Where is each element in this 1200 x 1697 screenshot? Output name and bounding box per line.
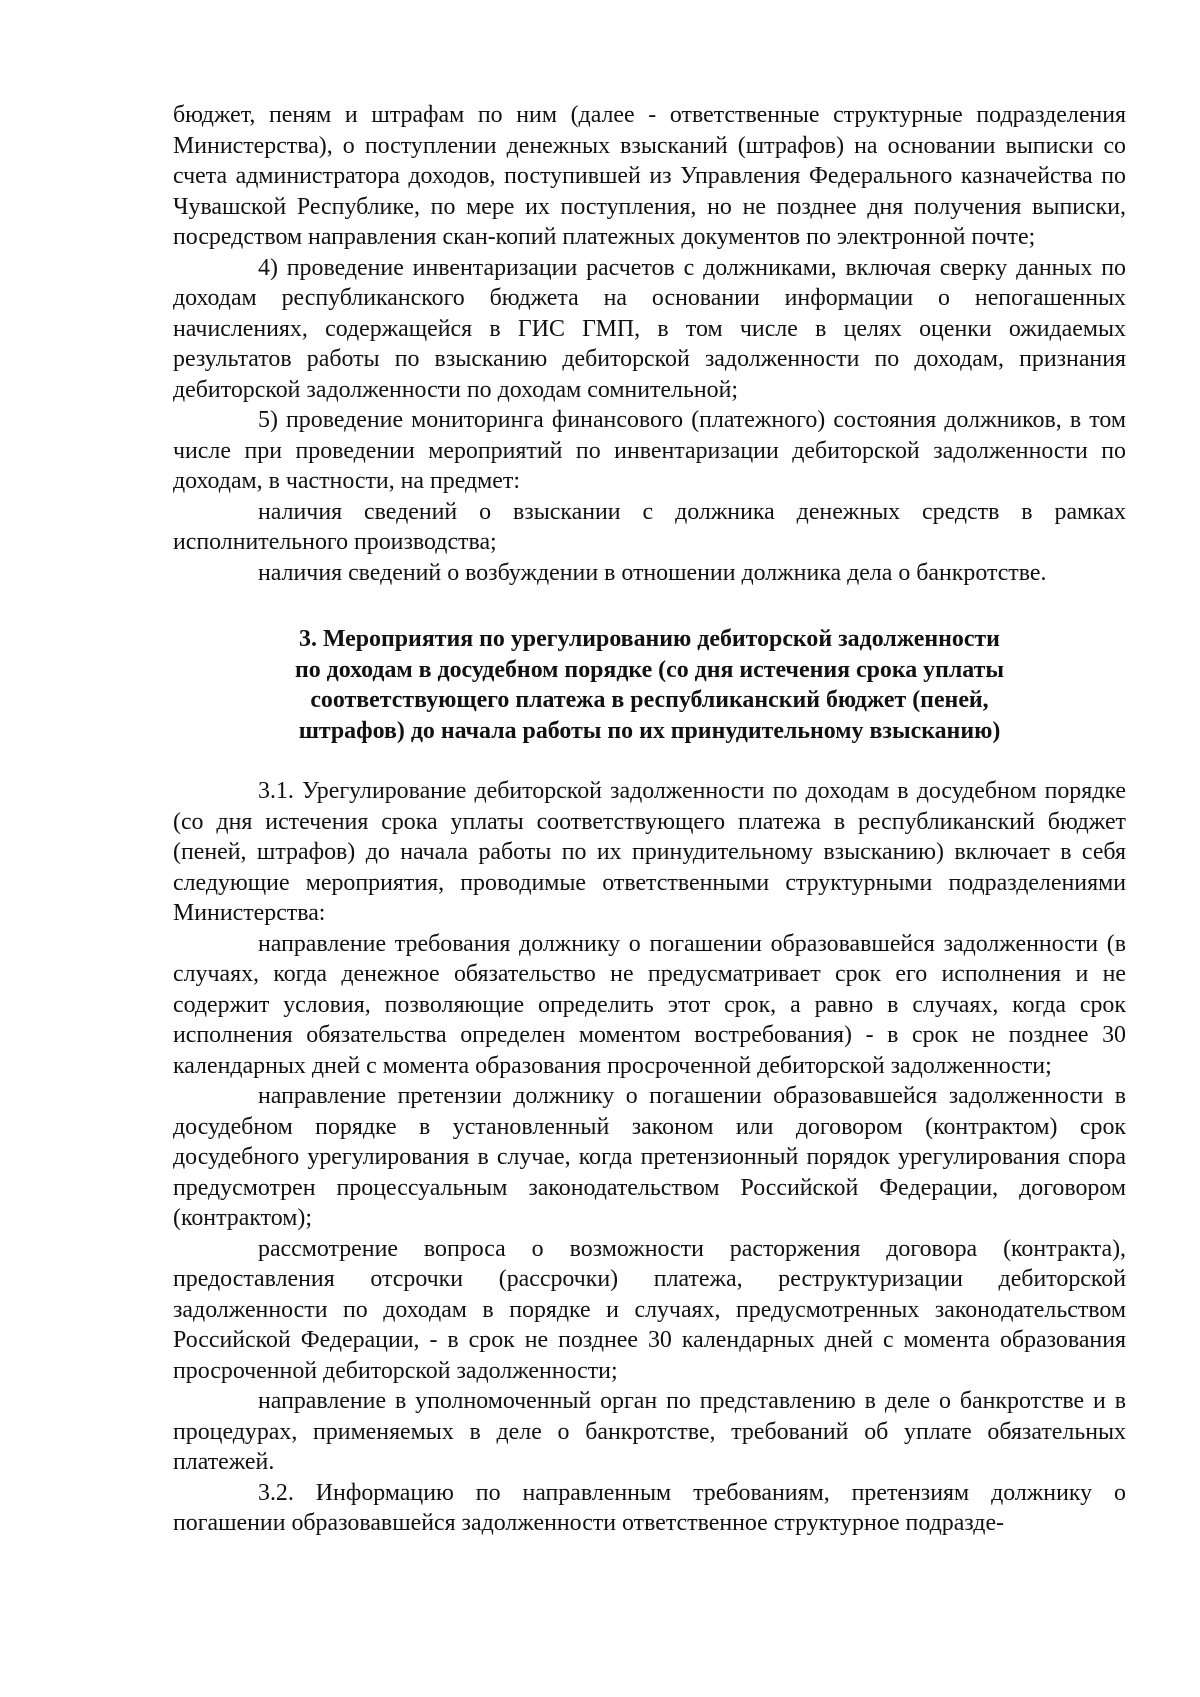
paragraph-3-2: 3.2. Информацию по направленным требованиям, претензиям должнику о погашении образовавшейся задолженности ответственное структурное подразде- <box>173 1479 1126 1536</box>
section-heading-line: 3. Мероприятия по урегулированию дебиторской задолженности <box>299 626 1000 652</box>
paragraph-contract-termination: рассмотрение вопроса о возможности расторжения договора (контракта), предоставления отсрочки (рассрочки) платежа, реструктуризации дебиторской задолженности по доходам в порядке и случаях, предусмотренных законодательством Российской Федерации, - в срок не позднее 30 календарных дней с момента образования просроченной дебиторской задолженности; <box>173 1235 1126 1384</box>
document-page <box>173 100 1126 1539</box>
paragraph-item-5: 5) проведение мониторинга финансового (платежного) состояния должников, в том числе при проведении мероприятий по инвентаризации дебиторской задолженности по доходам, в частности, на предмет: <box>173 407 1126 494</box>
section-heading-line: по доходам в досудебном порядке (со дня истечения срока уплаты <box>294 656 1005 683</box>
paragraph-subitem-bankruptcy: наличия сведений о возбуждении в отношении должника дела о банкротстве. <box>258 559 1047 586</box>
paragraph-claim: направление претензии должнику о погашении образовавшейся задолженности в досудебном порядке в установленный законом или договором (контрактом) срок досудебного урегулирования в случае, когда претензионный порядок урегулирования спора предусмотрен процессуальным законодательством Российской Федерации, договором (контрактом); <box>173 1083 1126 1231</box>
section-heading-line: соответствующего платежа в республиканский бюджет (пеней, <box>310 687 989 713</box>
paragraph-continuation: бюджет, пеням и штрафам по ним (далее - ответственные структурные подразделения Министерства), о поступлении денежных взысканий (штрафов) на основании выписки со счета администратора доходов, поступившей из Управления Федерального казначейства по Чувашской Республике, по мере их поступления, но не позднее дня получения выписки, посредством направления скан-копий платежных документов по электронной почте; <box>173 102 1126 250</box>
paragraph-requirement: направление требования должнику о погашении образовавшейся задолженности (в случаях, когда денежное обязательство не предусматривает срок его исполнения и не содержит условия, позволяющие определить этот срок, а равно в случаях, когда срок исполнения обязательства определен моментом востребования) - в срок не позднее 30 календарных дней с момента образования просроченной дебиторской задолженности; <box>173 930 1126 1079</box>
paragraph-item-4: 4) проведение инвентаризации расчетов с должниками, включая сверку данных по доходам республиканского бюджета на основании информации о непогашенных начислениях, содержащейся в ГИС ГМП, в том числе в целях оценки ожидаемых результатов работы по взысканию дебиторской задолженности по доходам, признания дебиторской задолженности по доходам сомнительной; <box>173 254 1126 403</box>
paragraph-subitem-enforcement: наличия сведений о взыскании с должника денежных средств в рамках исполнительного производства; <box>173 498 1126 555</box>
section-3-heading <box>173 624 1126 746</box>
paragraph-authorized-body: направление в уполномоченный орган по представлению в деле о банкротстве и в процедурах, применяемых в деле о банкротстве, требований об уплате обязательных платежей. <box>173 1388 1126 1475</box>
section-heading-line: штрафов) до начала работы по их принудительному взысканию) <box>298 717 1001 744</box>
paragraph-3-1: 3.1. Урегулирование дебиторской задолженности по доходам в досудебном порядке (со дня истечения срока уплаты соответствующего платежа в республиканский бюджет (пеней, штрафов) до начала работы по их принудительному взысканию) включает в себя следующие мероприятия, проводимые ответственными структурными подразделениями Министерства: <box>173 778 1126 926</box>
